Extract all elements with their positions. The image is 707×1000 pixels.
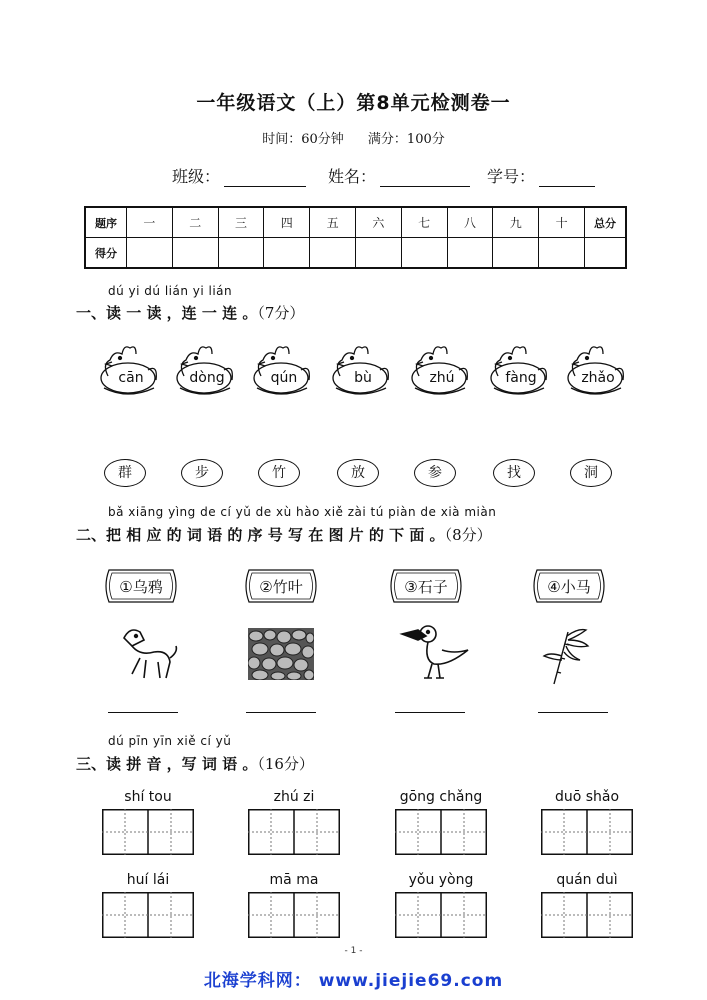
section2-title (76, 524, 492, 545)
hen-icon (488, 340, 550, 398)
word-pinyin: zhú zi (273, 789, 315, 805)
scroll-label: ②竹叶 (259, 578, 303, 596)
hen-pinyin: bù (354, 370, 372, 386)
hen-icon (98, 340, 160, 398)
col-8: 八 (447, 207, 493, 238)
hen-icon (174, 340, 236, 398)
horse-icon (110, 622, 180, 684)
col-total: 总分 (585, 207, 627, 238)
word-pinyin: shí tou (124, 789, 172, 805)
pebbles-picture (248, 628, 314, 684)
hen-pinyin: zhǎo (581, 370, 615, 386)
writing-grid[interactable] (541, 892, 633, 938)
col-1: 一 (127, 207, 173, 238)
char-circle[interactable]: 洞 (570, 459, 612, 487)
hen-icon (409, 340, 471, 398)
word-scroll (103, 568, 179, 604)
hen-pinyin: fàng (505, 370, 537, 386)
writing-grid[interactable] (102, 892, 194, 938)
word-scroll (388, 568, 464, 604)
class-label: 班级： (172, 167, 221, 186)
score-cell[interactable] (218, 238, 264, 269)
id-field (487, 164, 595, 187)
score-table (84, 206, 627, 269)
scroll-label: ①乌鸦 (119, 578, 163, 596)
hen-card[interactable] (174, 340, 236, 398)
hen-icon (251, 340, 313, 398)
section3-pinyin: dú pīn yīn xiě cí yǔ (108, 734, 232, 748)
id-label: 学号： (487, 167, 536, 186)
section3-points: （16分） (257, 755, 314, 773)
writing-grid[interactable] (102, 809, 194, 855)
score-cell[interactable] (447, 238, 493, 269)
hen-pinyin: dòng (189, 370, 225, 386)
section2-pinyin: bǎ xiāng yìng de cí yǔ de xù hào xiě zài tú piàn de xià miàn (108, 505, 497, 519)
id-blank[interactable] (539, 168, 595, 187)
hen-card[interactable] (488, 340, 550, 398)
char-circle[interactable]: 群 (104, 459, 146, 487)
section1-points: （7分） (257, 304, 305, 322)
char-circle[interactable]: 放 (337, 459, 379, 487)
hen-card[interactable] (251, 340, 313, 398)
writing-grid[interactable] (248, 809, 340, 855)
score-cell[interactable] (401, 238, 447, 269)
name-label: 姓名： (328, 167, 377, 186)
answer-blank[interactable] (538, 712, 608, 713)
bamboo-icon (540, 626, 590, 686)
horse-picture (110, 622, 180, 688)
writing-grid[interactable] (395, 892, 487, 938)
word-pinyin: huí lái (126, 872, 170, 888)
row-label-order: 题序 (85, 207, 127, 238)
section1-pinyin: dú yi dú lián yi lián (108, 284, 233, 298)
col-5: 五 (310, 207, 356, 238)
word-pinyin: mā ma (269, 872, 319, 888)
name-field (328, 164, 470, 187)
col-6: 六 (355, 207, 401, 238)
answer-blank[interactable] (108, 712, 178, 713)
col-9: 九 (493, 207, 539, 238)
section2-points: （8分） (444, 526, 492, 544)
char-circle[interactable]: 参 (414, 459, 456, 487)
score-cell[interactable] (585, 238, 627, 269)
col-7: 七 (401, 207, 447, 238)
col-2: 二 (172, 207, 218, 238)
bamboo-picture (540, 626, 590, 690)
scroll-label: ④小马 (547, 578, 591, 596)
word-scroll (243, 568, 319, 604)
hen-pinyin: cān (118, 370, 144, 386)
crow-icon (398, 620, 470, 684)
hen-card[interactable] (565, 340, 627, 398)
section3-title-text: 三、读 拼 音 ，写 词 语 。 (76, 755, 258, 773)
word-pinyin: quán duì (556, 872, 618, 888)
score-table-header-row (85, 207, 626, 238)
col-10: 十 (539, 207, 585, 238)
full-score: 满分：100分 (367, 132, 445, 147)
time-limit: 时间：60分钟 (262, 132, 344, 147)
word-pinyin: duō shǎo (554, 789, 620, 805)
answer-blank[interactable] (246, 712, 316, 713)
word-pinyin: yǒu yòng (408, 872, 474, 888)
writing-grid[interactable] (395, 809, 487, 855)
class-field (172, 164, 306, 187)
score-cell[interactable] (539, 238, 585, 269)
class-blank[interactable] (224, 168, 306, 187)
hen-card[interactable] (409, 340, 471, 398)
answer-blank[interactable] (395, 712, 465, 713)
exam-meta (0, 128, 707, 147)
score-table-score-row (85, 238, 626, 269)
col-4: 四 (264, 207, 310, 238)
score-cell[interactable] (127, 238, 173, 269)
section2-title-text: 二、把 相 应 的 词 语 的 序 号 写 在 图 片 的 下 面 。 (76, 526, 445, 544)
name-blank[interactable] (380, 168, 470, 187)
site-watermark[interactable]: 北海学科网： www.jiejie69.com (203, 971, 504, 991)
hen-card[interactable] (330, 340, 392, 398)
score-cell[interactable] (310, 238, 356, 269)
char-circle[interactable]: 步 (181, 459, 223, 487)
hen-icon (565, 340, 627, 398)
score-cell[interactable] (172, 238, 218, 269)
row-label-score: 得分 (85, 238, 127, 269)
word-scroll (531, 568, 607, 604)
writing-grid[interactable] (541, 809, 633, 855)
section1-title (76, 302, 304, 323)
pebbles-icon (248, 628, 314, 680)
score-cell[interactable] (355, 238, 401, 269)
writing-grid[interactable] (248, 892, 340, 938)
hen-card[interactable] (98, 340, 160, 398)
hen-icon (330, 340, 392, 398)
page-title: 一年级语文（上）第8单元检测卷一 (196, 92, 511, 114)
char-circle[interactable]: 找 (493, 459, 535, 487)
hen-pinyin: qún (270, 370, 298, 386)
crow-picture (398, 620, 470, 688)
col-3: 三 (218, 207, 264, 238)
score-cell[interactable] (264, 238, 310, 269)
word-pinyin: gōng chǎng (399, 789, 483, 805)
scroll-label: ③石子 (404, 578, 448, 596)
page-number: - 1 - (344, 946, 363, 956)
section3-title (76, 753, 314, 774)
char-circle[interactable]: 竹 (258, 459, 300, 487)
score-cell[interactable] (493, 238, 539, 269)
hen-pinyin: zhú (429, 370, 455, 386)
section1-title-text: 一、读 一 读 ，连 一 连 。 (76, 304, 258, 322)
